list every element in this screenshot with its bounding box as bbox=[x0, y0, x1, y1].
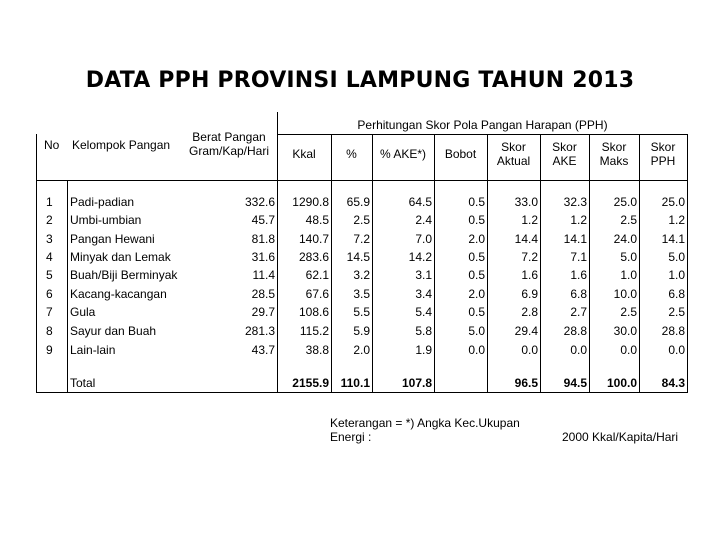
cell-skor-pph: 2.5 bbox=[668, 305, 685, 319]
rule-group-bottom bbox=[277, 134, 688, 135]
cell-skor-aktual: 2.8 bbox=[521, 305, 538, 319]
cell-skor-pph: 6.8 bbox=[668, 287, 685, 301]
header-group: Perhitungan Skor Pola Pangan Harapan (PPH) bbox=[357, 118, 608, 132]
cell-skor-pph: 0.0 bbox=[668, 343, 685, 357]
cell-skor-maks: 2.5 bbox=[620, 213, 637, 227]
cell-pct: 2.0 bbox=[353, 343, 370, 357]
cell-skor-aktual: 1.2 bbox=[521, 213, 538, 227]
cell-kkal: 115.2 bbox=[299, 324, 329, 338]
cell-berat: 43.7 bbox=[251, 343, 275, 357]
cell-skor-maks: 25.0 bbox=[613, 195, 637, 209]
cell-pct-ake: 64.5 bbox=[408, 195, 432, 209]
header-kkal: Kkal bbox=[292, 147, 316, 161]
cell-skor-maks: 0.0 bbox=[620, 343, 637, 357]
cell-skor-ake: 14.1 bbox=[563, 232, 587, 246]
note-energi: 2000 Kkal/Kapita/Hari bbox=[562, 430, 679, 444]
cell-no: 2 bbox=[46, 213, 53, 227]
cell-kelompok: Sayur dan Buah bbox=[70, 324, 157, 338]
cell-skor-pph: 1.0 bbox=[668, 268, 685, 282]
cell-skor-aktual: 1.6 bbox=[521, 268, 538, 282]
cell-pct-ake: 1.9 bbox=[415, 343, 432, 357]
cell-skor-aktual: 14.4 bbox=[514, 232, 538, 246]
total-pct: 110.1 bbox=[340, 376, 370, 390]
pph-table bbox=[36, 112, 688, 393]
header-berat-line2: Gram/Kap/Hari bbox=[188, 144, 270, 158]
cell-kelompok: Pangan Hewani bbox=[70, 232, 155, 246]
cell-skor-ake: 32.3 bbox=[563, 195, 587, 209]
cell-kkal: 1290.8 bbox=[292, 195, 329, 209]
cell-skor-maks: 2.5 bbox=[620, 305, 637, 319]
total-skor-maks: 100.0 bbox=[606, 376, 637, 390]
cell-skor-maks: 24.0 bbox=[613, 232, 637, 246]
header-skor-pph-line1: Skor bbox=[650, 140, 676, 154]
header-berat-line1: Berat Pangan bbox=[192, 130, 266, 144]
cell-kkal: 48.5 bbox=[305, 213, 329, 227]
cell-no: 9 bbox=[46, 343, 53, 357]
header-pct-ake: % AKE*) bbox=[379, 147, 427, 161]
header-skor-ake-line2: AKE bbox=[552, 154, 577, 168]
total-label: Total bbox=[70, 376, 96, 390]
cell-skor-pph: 5.0 bbox=[668, 250, 685, 264]
cell-skor-maks: 10.0 bbox=[613, 287, 637, 301]
cell-pct-ake: 5.8 bbox=[415, 324, 432, 338]
cell-berat: 281.3 bbox=[244, 324, 275, 338]
cell-berat: 45.7 bbox=[251, 213, 275, 227]
cell-kkal: 140.7 bbox=[298, 232, 329, 246]
cell-berat: 11.4 bbox=[252, 268, 275, 282]
rule-left bbox=[36, 134, 37, 393]
cell-bobot: 0.5 bbox=[468, 213, 485, 227]
cell-berat: 28.5 bbox=[251, 287, 275, 301]
header-kelompok: Kelompok Pangan bbox=[72, 138, 171, 152]
cell-pct-ake: 3.4 bbox=[415, 287, 432, 301]
header-skor-maks-line2: Maks bbox=[599, 154, 629, 168]
cell-kkal: 62.1 bbox=[305, 268, 329, 282]
cell-kelompok: Buah/Biji Berminyak bbox=[70, 268, 178, 282]
note-keterangan-line2: Energi : bbox=[330, 430, 372, 444]
rule-header-bottom bbox=[36, 180, 688, 181]
cell-pct: 65.9 bbox=[346, 195, 370, 209]
cell-kelompok: Lain-lain bbox=[70, 343, 116, 357]
total-skor-aktual: 96.5 bbox=[514, 376, 538, 390]
rule-right bbox=[687, 134, 688, 393]
header-skor-ake-line1: Skor bbox=[552, 140, 577, 154]
cell-berat: 81.8 bbox=[251, 232, 275, 246]
cell-kelompok: Minyak dan Lemak bbox=[70, 250, 171, 264]
total-skor-pph: 84.3 bbox=[661, 376, 685, 390]
header-no: No bbox=[44, 138, 60, 152]
cell-no: 1 bbox=[46, 195, 53, 209]
cell-bobot: 2.0 bbox=[468, 287, 485, 301]
cell-skor-ake: 1.2 bbox=[570, 213, 587, 227]
cell-berat: 29.7 bbox=[251, 305, 275, 319]
cell-skor-ake: 2.7 bbox=[570, 305, 587, 319]
cell-no: 3 bbox=[46, 232, 53, 246]
cell-pct: 5.5 bbox=[353, 305, 370, 319]
cell-skor-pph: 14.1 bbox=[661, 232, 685, 246]
cell-skor-ake: 1.6 bbox=[570, 268, 587, 282]
note-keterangan-line1: Keterangan = *) Angka Kec.Ukupan bbox=[330, 416, 520, 430]
cell-skor-aktual: 0.0 bbox=[521, 343, 538, 357]
total-skor-ake: 94.5 bbox=[563, 376, 587, 390]
cell-no: 4 bbox=[46, 250, 53, 264]
page-title: DATA PPH PROVINSI LAMPUNG TAHUN 2013 bbox=[85, 68, 635, 93]
total-pct-ake: 107.8 bbox=[401, 376, 432, 390]
cell-skor-aktual: 29.4 bbox=[514, 324, 538, 338]
cell-kkal: 108.6 bbox=[298, 305, 329, 319]
cell-pct: 3.2 bbox=[353, 268, 370, 282]
total-kkal: 2155.9 bbox=[292, 376, 329, 390]
header-skor-aktual-line2: Aktual bbox=[496, 154, 531, 168]
cell-bobot: 5.0 bbox=[468, 324, 485, 338]
cell-skor-aktual: 7.2 bbox=[521, 250, 538, 264]
rule-no bbox=[67, 180, 68, 393]
header-skor-aktual-line1: Skor bbox=[501, 140, 526, 154]
cell-skor-ake: 7.1 bbox=[570, 250, 587, 264]
cell-skor-aktual: 6.9 bbox=[521, 287, 538, 301]
cell-pct-ake: 3.1 bbox=[415, 268, 432, 282]
cell-skor-ake: 28.8 bbox=[563, 324, 587, 338]
cell-bobot: 0.5 bbox=[468, 305, 485, 319]
cell-skor-pph: 28.8 bbox=[661, 324, 685, 338]
header-bobot: Bobot bbox=[444, 147, 477, 161]
cell-bobot: 0.5 bbox=[468, 250, 485, 264]
cell-kelompok: Umbi-umbian bbox=[70, 213, 142, 227]
cell-no: 8 bbox=[46, 324, 53, 338]
cell-pct: 7.2 bbox=[353, 232, 370, 246]
cell-pct: 14.5 bbox=[346, 250, 370, 264]
cell-kelompok: Kacang-kacangan bbox=[70, 287, 167, 301]
cell-bobot: 0.5 bbox=[468, 268, 485, 282]
cell-kkal: 38.8 bbox=[305, 343, 329, 357]
cell-bobot: 0.5 bbox=[468, 195, 485, 209]
cell-no: 6 bbox=[46, 287, 53, 301]
cell-pct: 5.9 bbox=[353, 324, 370, 338]
cell-no: 5 bbox=[46, 268, 53, 282]
cell-pct-ake: 2.4 bbox=[415, 213, 432, 227]
cell-skor-pph: 1.2 bbox=[668, 213, 685, 227]
cell-skor-ake: 0.0 bbox=[570, 343, 587, 357]
cell-pct-ake: 14.2 bbox=[408, 250, 432, 264]
cell-bobot: 2.0 bbox=[468, 232, 485, 246]
cell-skor-maks: 5.0 bbox=[620, 250, 637, 264]
cell-pct-ake: 7.0 bbox=[415, 232, 432, 246]
header-pct: % bbox=[346, 147, 357, 161]
cell-skor-aktual: 33.0 bbox=[514, 195, 538, 209]
cell-kelompok: Padi-padian bbox=[70, 195, 135, 209]
cell-bobot: 0.0 bbox=[468, 343, 485, 357]
cell-no: 7 bbox=[46, 305, 53, 319]
cell-pct-ake: 5.4 bbox=[415, 305, 432, 319]
cell-berat: 332.6 bbox=[244, 195, 275, 209]
cell-kkal: 67.6 bbox=[305, 287, 329, 301]
cell-skor-maks: 1.0 bbox=[620, 268, 637, 282]
cell-berat: 31.6 bbox=[251, 250, 275, 264]
header-skor-maks-line1: Skor bbox=[601, 140, 627, 154]
cell-skor-ake: 6.8 bbox=[570, 287, 587, 301]
rule-table-bottom bbox=[36, 392, 688, 393]
header-skor-pph-line2: PPH bbox=[650, 154, 676, 168]
cell-skor-maks: 30.0 bbox=[613, 324, 637, 338]
cell-pct: 2.5 bbox=[353, 213, 370, 227]
cell-kkal: 283.6 bbox=[298, 250, 329, 264]
cell-pct: 3.5 bbox=[353, 287, 370, 301]
cell-skor-pph: 25.0 bbox=[661, 195, 685, 209]
cell-kelompok: Gula bbox=[70, 305, 96, 319]
